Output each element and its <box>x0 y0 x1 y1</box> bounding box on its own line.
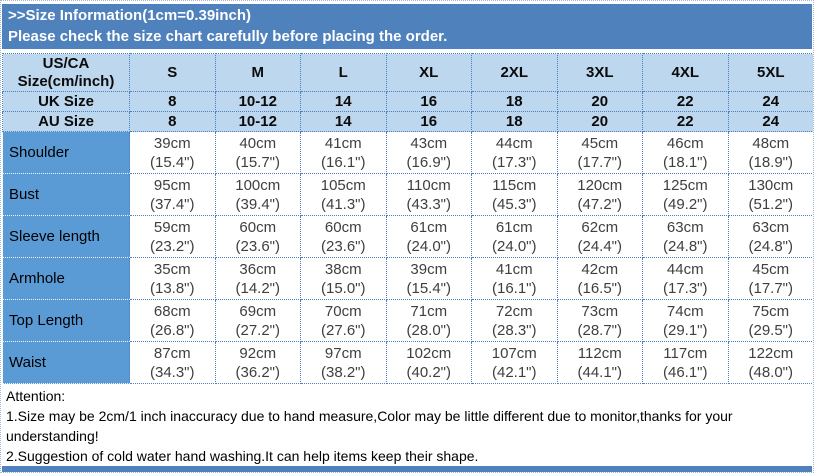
cm-value: 43cm <box>410 134 448 152</box>
size-value-cell: 18 <box>472 112 558 132</box>
cm-value: 59cm <box>153 218 191 236</box>
measurement-cell <box>215 258 301 300</box>
cm-value: 44cm <box>666 260 704 278</box>
size-value-cell: 8 <box>130 112 216 132</box>
inch-value: (14.2") <box>235 279 280 297</box>
size-value-cell: 14 <box>301 92 387 112</box>
cm-value: 120cm <box>577 176 623 194</box>
inch-value: (43.3") <box>406 195 451 213</box>
measurement-cell <box>301 132 387 174</box>
inch-value: (23.2") <box>149 237 195 255</box>
inch-value: (24.0") <box>406 237 451 255</box>
size-table <box>2 53 814 384</box>
cm-value: 68cm <box>153 302 191 320</box>
corner-line-1: US/CA <box>42 54 90 72</box>
cm-value: 36cm <box>239 260 277 278</box>
measurement-label: Shoulder <box>3 132 130 174</box>
measurement-cell <box>643 258 729 300</box>
inch-value: (40.2") <box>406 363 451 381</box>
measurement-cell <box>130 216 216 258</box>
measurement-cell <box>472 300 558 342</box>
inch-value: (49.2") <box>662 195 708 213</box>
table-row <box>3 216 814 258</box>
measurement-cell <box>728 132 814 174</box>
inch-value: (45.3") <box>491 195 537 213</box>
cm-value: 71cm <box>410 302 448 320</box>
measurement-cell <box>557 216 643 258</box>
inch-value: (13.8") <box>149 279 195 297</box>
banner-subtitle: Please check the size chart carefully before placing the order. <box>8 28 448 45</box>
inch-value: (47.2") <box>577 195 622 213</box>
measurement-cell <box>472 216 558 258</box>
measurement-cell <box>301 216 387 258</box>
cm-value: 60cm <box>239 218 277 236</box>
measurement-cell <box>215 216 301 258</box>
row-label: AU Size <box>3 112 130 132</box>
cm-value: 61cm <box>495 218 533 236</box>
table-row <box>3 342 814 384</box>
cm-value: 115cm <box>492 176 537 194</box>
cm-value: 60cm <box>324 218 362 236</box>
inch-value: (23.6") <box>235 237 280 255</box>
size-value-cell: 16 <box>386 112 472 132</box>
measurement-cell <box>386 132 472 174</box>
inch-value: (17.7") <box>577 153 622 171</box>
cm-value: 87cm <box>153 344 191 362</box>
size-value-cell: 22 <box>643 92 729 112</box>
inch-value: (18.1") <box>662 153 708 171</box>
measurement-label: Waist <box>3 342 130 384</box>
inch-value: (24.8") <box>662 237 708 255</box>
corner-header-cell <box>3 54 130 92</box>
inch-value: (38.2") <box>320 363 366 381</box>
measurement-cell <box>643 300 729 342</box>
cm-value: 92cm <box>239 344 277 362</box>
inch-value: (46.1") <box>662 363 708 381</box>
cm-value: 63cm <box>666 218 704 236</box>
size-value-cell: 20 <box>557 112 643 132</box>
cm-value: 35cm <box>153 260 191 278</box>
measurement-cell <box>386 174 472 216</box>
measurement-cell <box>386 258 472 300</box>
table-row <box>3 174 814 216</box>
inch-value: (29.5") <box>748 321 793 339</box>
measurement-cell <box>728 216 814 258</box>
measurement-cell <box>130 258 216 300</box>
size-table-body <box>3 92 814 384</box>
inch-value: (15.4") <box>406 279 451 297</box>
measurement-cell <box>557 258 643 300</box>
cm-value: 125cm <box>662 176 708 194</box>
inch-value: (15.4") <box>149 153 195 171</box>
measurement-cell <box>386 342 472 384</box>
size-value-cell: 8 <box>130 92 216 112</box>
banner <box>2 4 812 49</box>
measurement-cell <box>130 132 216 174</box>
size-value-cell: 10-12 <box>215 92 301 112</box>
cm-value: 69cm <box>239 302 277 320</box>
table-row <box>3 300 814 342</box>
measurement-cell <box>472 258 558 300</box>
measurement-cell <box>557 132 643 174</box>
measurement-cell <box>386 216 472 258</box>
attention-note-2: 2.Suggestion of cold water hand washing.It can help items keep their shape. <box>6 448 479 464</box>
inch-value: (24.4") <box>577 237 622 255</box>
cm-value: 38cm <box>324 260 362 278</box>
table-row <box>3 258 814 300</box>
inch-value: (41.3") <box>320 195 366 213</box>
inch-value: (39.4") <box>235 195 280 213</box>
inch-value: (28.0") <box>406 321 451 339</box>
measurement-cell <box>472 132 558 174</box>
inch-value: (34.3") <box>149 363 195 381</box>
size-value-cell: 14 <box>301 112 387 132</box>
cm-value: 48cm <box>752 134 790 152</box>
cm-value: 62cm <box>581 218 619 236</box>
header-row <box>3 54 814 92</box>
measurement-cell <box>728 300 814 342</box>
attention-heading: Attention: <box>6 388 66 404</box>
cm-value: 112cm <box>577 344 622 362</box>
measurement-cell <box>643 174 729 216</box>
inch-value: (16.5") <box>577 279 622 297</box>
cm-value: 97cm <box>324 344 362 362</box>
cm-value: 102cm <box>406 344 452 362</box>
cm-value: 95cm <box>153 176 191 194</box>
measurement-label: Sleeve length <box>3 216 130 258</box>
measurement-cell <box>643 132 729 174</box>
inch-value: (26.8") <box>149 321 195 339</box>
cm-value: 63cm <box>752 218 790 236</box>
inch-value: (24.8") <box>748 237 793 255</box>
size-value-cell: 24 <box>728 112 814 132</box>
cm-value: 40cm <box>239 134 277 152</box>
table-row <box>3 112 814 132</box>
inch-value: (18.9") <box>748 153 793 171</box>
inch-value: (37.4") <box>149 195 195 213</box>
cm-value: 41cm <box>495 260 533 278</box>
inch-value: (44.1") <box>577 363 622 381</box>
measurement-cell <box>215 300 301 342</box>
cm-value: 39cm <box>153 134 191 152</box>
table-row <box>3 132 814 174</box>
size-value-cell: 10-12 <box>215 112 301 132</box>
measurement-cell <box>130 174 216 216</box>
inch-value: (27.2") <box>235 321 280 339</box>
cm-value: 75cm <box>752 302 790 320</box>
inch-value: (27.6") <box>320 321 366 339</box>
attention-notes <box>2 384 812 466</box>
size-column-header-m: M <box>215 54 301 92</box>
inch-value: (48.0") <box>748 363 793 381</box>
inch-value: (17.3") <box>491 153 537 171</box>
cm-value: 73cm <box>581 302 619 320</box>
measurement-cell <box>301 174 387 216</box>
inch-value: (36.2") <box>235 363 280 381</box>
measurement-cell <box>215 174 301 216</box>
measurement-cell <box>472 174 558 216</box>
size-column-header-s: S <box>130 54 216 92</box>
measurement-cell <box>215 342 301 384</box>
measurement-cell <box>557 300 643 342</box>
measurement-cell <box>728 174 814 216</box>
cm-value: 74cm <box>666 302 704 320</box>
measurement-cell <box>130 342 216 384</box>
measurement-cell <box>643 342 729 384</box>
cm-value: 117cm <box>663 344 708 362</box>
inch-value: (24.0") <box>491 237 537 255</box>
inch-value: (16.1") <box>320 153 366 171</box>
size-column-header-5xl: 5XL <box>728 54 814 92</box>
cm-value: 70cm <box>324 302 362 320</box>
bottom-banner-strip <box>2 466 812 472</box>
inch-value: (51.2") <box>748 195 793 213</box>
size-column-header-3xl: 3XL <box>557 54 643 92</box>
corner-line-2: Size(cm/inch) <box>17 72 115 90</box>
measurement-cell <box>643 216 729 258</box>
size-column-header-xl: XL <box>386 54 472 92</box>
measurement-cell <box>386 300 472 342</box>
cm-value: 44cm <box>495 134 533 152</box>
cm-value: 105cm <box>320 176 366 194</box>
cm-value: 41cm <box>324 134 362 152</box>
measurement-label: Top Length <box>3 300 130 342</box>
attention-note-1: 1.Size may be 2cm/1 inch inaccuracy due to hand measure,Color may be little different due to monitor,thanks for your understanding! <box>6 408 733 444</box>
measurement-cell <box>728 342 814 384</box>
cm-value: 61cm <box>410 218 448 236</box>
cm-value: 130cm <box>748 176 794 194</box>
cm-value: 45cm <box>581 134 619 152</box>
size-column-header-l: L <box>301 54 387 92</box>
measurement-cell <box>728 258 814 300</box>
size-value-cell: 22 <box>643 112 729 132</box>
inch-value: (23.6") <box>320 237 366 255</box>
inch-value: (15.0") <box>320 279 366 297</box>
measurement-cell <box>301 342 387 384</box>
inch-value: (17.3") <box>662 279 708 297</box>
cm-value: 107cm <box>491 344 537 362</box>
cm-value: 72cm <box>495 302 533 320</box>
measurement-cell <box>472 342 558 384</box>
inch-value: (16.1") <box>491 279 537 297</box>
cm-value: 100cm <box>235 176 281 194</box>
inch-value: (28.3") <box>491 321 537 339</box>
cm-value: 46cm <box>666 134 704 152</box>
inch-value: (17.7") <box>748 279 793 297</box>
size-value-cell: 24 <box>728 92 814 112</box>
inch-value: (42.1") <box>491 363 537 381</box>
size-column-header-2xl: 2XL <box>472 54 558 92</box>
measurement-cell <box>557 342 643 384</box>
inch-value: (15.7") <box>235 153 280 171</box>
inch-value: (16.9") <box>406 153 451 171</box>
cm-value: 42cm <box>581 260 619 278</box>
banner-title: >>Size Information(1cm=0.39inch) <box>8 7 251 24</box>
size-table-head <box>3 54 814 92</box>
size-column-header-4xl: 4XL <box>643 54 729 92</box>
size-value-cell: 16 <box>386 92 472 112</box>
measurement-cell <box>130 300 216 342</box>
cm-value: 45cm <box>752 260 790 278</box>
measurement-cell <box>215 132 301 174</box>
inch-value: (28.7") <box>577 321 622 339</box>
measurement-cell <box>301 300 387 342</box>
size-value-cell: 20 <box>557 92 643 112</box>
inch-value: (29.1") <box>662 321 708 339</box>
measurement-cell <box>557 174 643 216</box>
row-label: UK Size <box>3 92 130 112</box>
measurement-label: Bust <box>3 174 130 216</box>
size-value-cell: 18 <box>472 92 558 112</box>
measurement-cell <box>301 258 387 300</box>
measurement-label: Armhole <box>3 258 130 300</box>
cm-value: 39cm <box>410 260 448 278</box>
cm-value: 122cm <box>748 344 794 362</box>
cm-value: 110cm <box>406 176 451 194</box>
table-row <box>3 92 814 112</box>
